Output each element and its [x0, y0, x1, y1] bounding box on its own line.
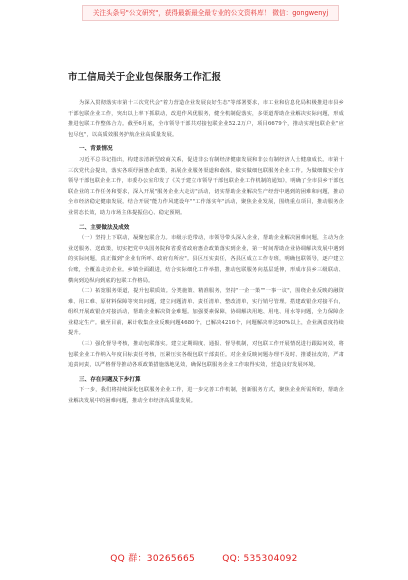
- section-heading: 三、存在问题及下步打算: [79, 376, 141, 383]
- section-heading: 一、背景情况: [79, 146, 113, 153]
- document-title: 市工信局关于企业包保服务工作汇报: [68, 72, 222, 83]
- body-paragraph: （一）坚持上下联动，凝聚包联合力。市级示范带动，市领导带头深入企业，帮助企业解决困难问题，主动为企业送服务、送政策，切实把党中央国务院和省委省政府惠企政策落实到企业，第一时间帮助企业协调解决发展中遇到的实际问题，真正做到"企业有所呼、政府有所应"。县区压实责任，各县区成立工作专班，明确包联领导，逐户建立台账，全覆盖走访企业。乡镇全面跟进，结合实际细化工作举措，推动包联服务向基层延伸，形成市县乡三级联动、横向到边纵向到底的包联工作格局。: [68, 235, 344, 284]
- document-body: [68, 98, 344, 407]
- section-heading: 二、主要做法及成效: [79, 224, 130, 231]
- qq-number: QQ: 535304092: [222, 554, 298, 564]
- body-paragraph: 为深入贯彻落实市第十三次党代会"着力营造企业发展良好生态"等部署要求，市工业和信息化局积极推进市县乡干部包联企业工作，突出以上率下抓联动，改进作风优服务，健全机制促落实，多渠道帮助企业解决实际问题，形成推进包联工作整体合力。截至6月底，全市领导干部共对接包联企业52.2万户，项目6679个，推动实现包联企业"应包尽包"，以高质效服务护航企业高质量发展。: [68, 100, 344, 138]
- body-paragraph: （三）强化督导考核，推动包联落实。建立定期调度、通报、督导机制，对包联工作开展情况进行跟踪问效，将包联企业工作纳入年度目标责任考核，压紧压实各级包联干部责任。对企业反映问题办理不及时、推诿扯皮的，严肃追责问责，以严格督导推动各项政策措施落地见效，确保包联服务企业工作取得实效，营造良好发展环境。: [68, 341, 344, 369]
- body-paragraph: （二）拓宽服务渠道，提升包联质效。分类施策、精准服务，坚持"一企一策""一事一议"，围绕企业反映的融资难、用工难、原材料保障等突出问题，建立问题清单、责任清单、整改清单，实行销号管理。搭建政银企对接平台，组织开展政银企对接活动，帮助企业解决资金难题。加强要素保障，协调解决用地、用电、用水等问题，全力保障企业稳定生产。截至目前，累计收集企业反映问题4680个，已解决4216个，问题解决率达90%以上，企业满意度持续提升。: [68, 288, 344, 337]
- promo-banner[interactable]: 关注头条号"公文研究"，获得最新最全最专业的公文资料库！ 微信：gongwenyj: [82, 5, 339, 21]
- body-paragraph: 下一步，我们将持续深化包联服务企业工作，进一步完善工作机制，创新服务方式，聚焦企业所需所盼，帮助企业解决发展中的困难问题，推动全市经济高质量发展。: [68, 387, 344, 405]
- body-paragraph: 习近平总书记指出，构建亲清新型政商关系，促进非公有制经济健康发展和非公有制经济人士健康成长。市第十三次党代会提出，落实各项纾困惠企政策，拓展企业服务渠道和载体，做实做细包联服务企业工作。为做细做实全市领导干部包联企业工作，市委办公室印发了《关于建立市领导干部包联企业工作机制的通知》，明确了全市县乡干部包联企业的工作任务和要求，深入开展"服务企业大走访"活动，切实帮助企业解决生产经营中遇到的困难和问题，推动全市经济稳定健康发展。结合开展"能力作风建设年""工作落实年"活动，聚焦企业发展，围绕重点项目，推动服务企业常态长效，助力市场主体提振信心、稳定预期。: [68, 156, 344, 216]
- page-footer: [0, 551, 408, 564]
- qq-group-number: QQ 群：30265665: [110, 554, 196, 564]
